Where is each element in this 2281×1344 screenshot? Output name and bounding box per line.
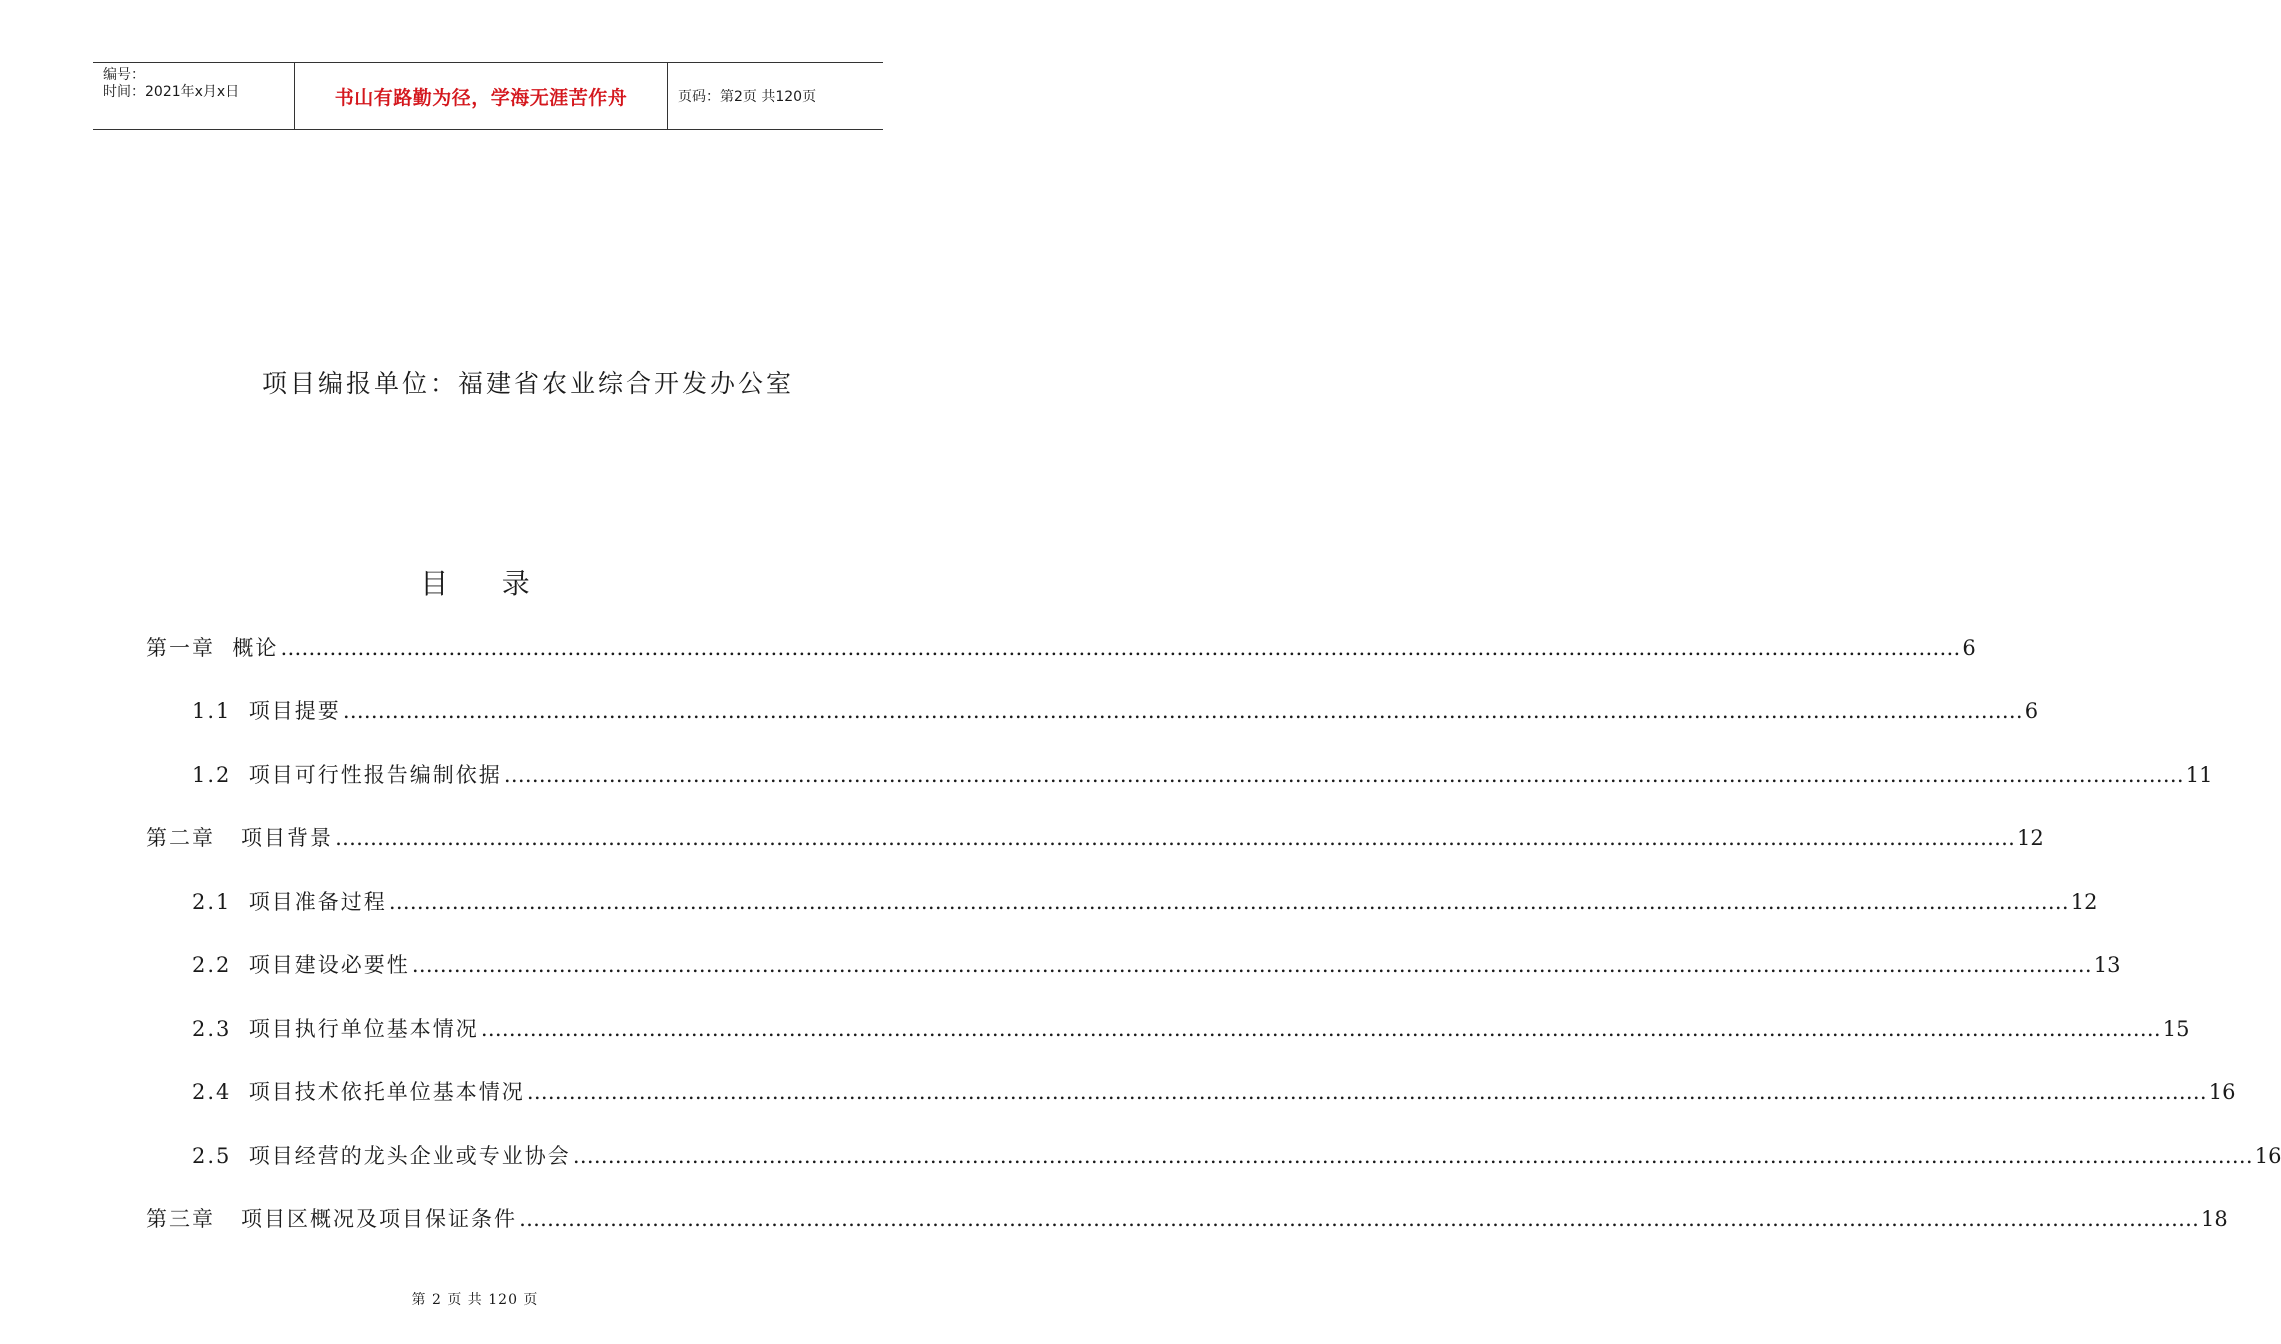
toc-entry[interactable] <box>192 949 2121 979</box>
toc-leader-dots: …………………………………………………………………………………………………………………………………………………………………………………………………………………… <box>411 953 2092 977</box>
toc-leader-dots: …………………………………………………………………………………………………………………………………………………………………………………………………………………… <box>388 890 2069 914</box>
page-header <box>93 62 883 130</box>
toc-entry-label: 2.5 项目经营的龙头企业或专业协会 <box>192 1144 571 1168</box>
toc-entry[interactable] <box>146 632 1976 662</box>
toc-entry-page: 13 <box>2093 953 2121 977</box>
header-page-cell <box>668 63 883 129</box>
toc-entry-label: 2.2 项目建设必要性 <box>192 953 410 977</box>
toc-entry-page: 11 <box>2185 763 2213 787</box>
toc-entry[interactable] <box>192 695 2039 725</box>
toc-leader-dots: …………………………………………………………………………………………………………………………………………………………………………………………………………………… <box>572 1144 2253 1168</box>
toc-entry[interactable] <box>192 1076 2236 1106</box>
number-label: 编号： <box>103 67 145 83</box>
toc-entry[interactable] <box>192 1140 2281 1170</box>
toc-leader-dots: …………………………………………………………………………………………………………………………………………………………………………………………………………………… <box>503 763 2184 787</box>
toc-entry-label: 2.3 项目执行单位基本情况 <box>192 1017 479 1041</box>
toc-entry-page: 16 <box>2254 1144 2281 1168</box>
toc-entry-page: 6 <box>1962 636 1976 660</box>
toc-entry[interactable] <box>192 1013 2190 1043</box>
header-motto-cell <box>295 63 668 129</box>
toc-entry-label: 2.4 项目技术依托单位基本情况 <box>192 1080 525 1104</box>
toc-leader-dots: …………………………………………………………………………………………………………………………………………………………………………………………………………………… <box>342 699 2023 723</box>
toc-entry-label: 第一章 概论 <box>146 636 279 660</box>
toc-entry[interactable] <box>146 822 2044 852</box>
toc-entry-page: 12 <box>2017 826 2044 850</box>
time-label: 时间：2021年x月x日 <box>103 84 240 100</box>
toc-entry-label: 1.1 项目提要 <box>192 699 341 723</box>
toc-entry-label: 1.2 项目可行性报告编制依据 <box>192 763 502 787</box>
toc-entry-page: 18 <box>2201 1207 2228 1231</box>
toc-entry-label: 第三章 项目区概况及项目保证条件 <box>146 1207 518 1231</box>
toc-entry[interactable] <box>192 886 2098 916</box>
toc-leader-dots: …………………………………………………………………………………………………………………………………………………………………………………………………………………… <box>335 826 2016 850</box>
toc-entry-page: 6 <box>2024 699 2039 723</box>
header-meta-cell <box>93 63 295 129</box>
toc-leader-dots: …………………………………………………………………………………………………………………………………………………………………………………………………………………… <box>280 636 1961 660</box>
toc-entry-label: 第二章 项目背景 <box>146 826 334 850</box>
toc-entry[interactable] <box>192 759 2213 789</box>
page-label: 页码：第2页 共120页 <box>678 89 817 105</box>
toc-entry-page: 16 <box>2208 1080 2236 1104</box>
toc-leader-dots: …………………………………………………………………………………………………………………………………………………………………………………………………………………… <box>519 1207 2200 1231</box>
toc-leader-dots: …………………………………………………………………………………………………………………………………………………………………………………………………………………… <box>480 1017 2161 1041</box>
toc-title: 目 录 <box>420 567 530 600</box>
page-footer: 第 2 页 共 120 页 <box>411 1292 539 1308</box>
toc-leader-dots: …………………………………………………………………………………………………………………………………………………………………………………………………………………… <box>526 1080 2207 1104</box>
toc-entry-page: 12 <box>2070 890 2098 914</box>
project-unit-line: 项目编报单位：福建省农业综合开发办公室 <box>262 369 795 398</box>
toc-entry[interactable] <box>146 1203 2228 1233</box>
toc-entry-page: 15 <box>2162 1017 2190 1041</box>
motto-text: 书山有路勤为径，学海无涯苦作舟 <box>334 86 628 109</box>
toc-entry-label: 2.1 项目准备过程 <box>192 890 387 914</box>
